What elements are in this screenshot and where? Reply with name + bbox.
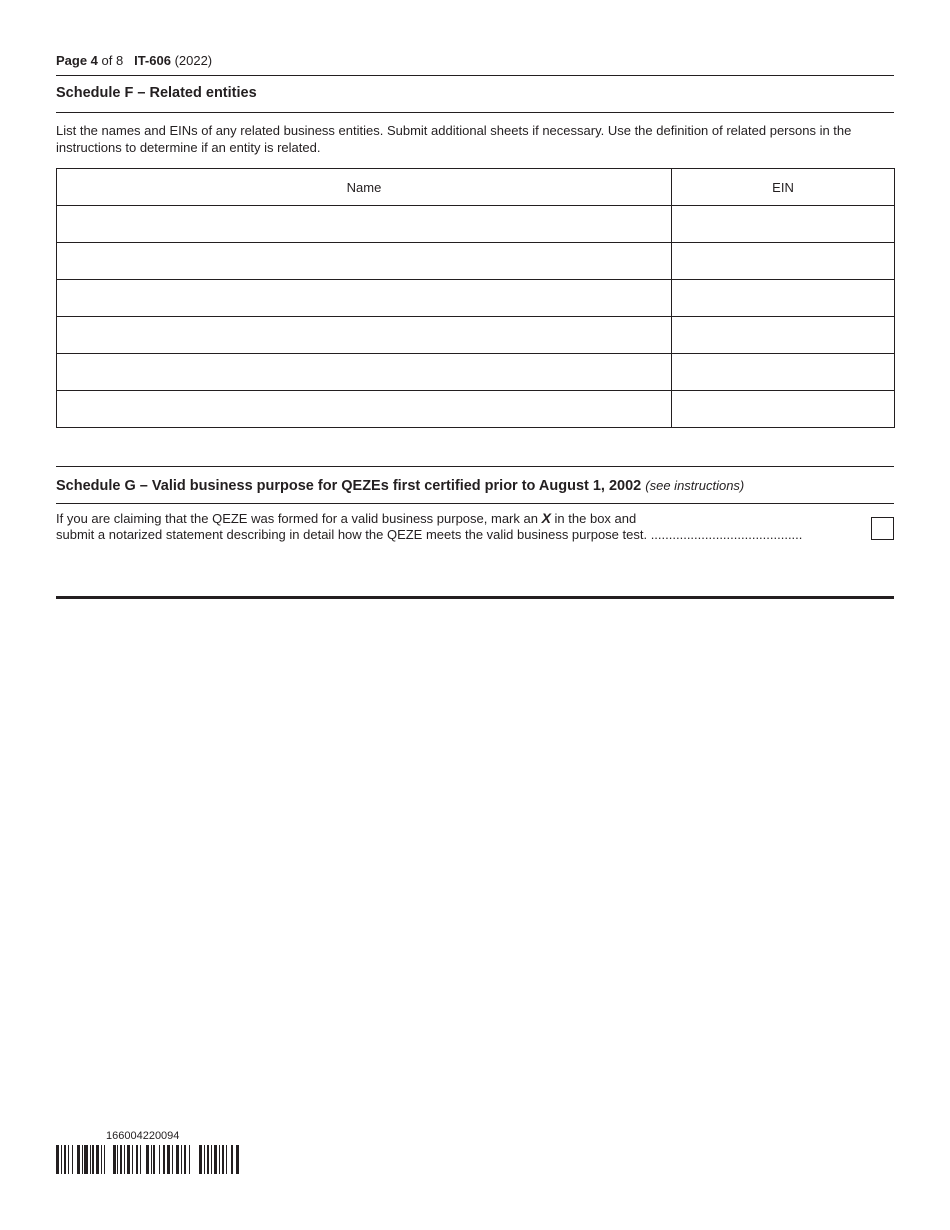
ein-field[interactable]	[672, 391, 895, 428]
table-header-row	[57, 169, 895, 206]
name-field[interactable]	[57, 391, 672, 428]
schedule-g-title-text: Schedule G – Valid business purpose for QEZEs first certified prior to August 1, 2002	[56, 478, 642, 494]
schedule-f-instructions: List the names and EINs of any related business entities. Submit additional sheets if necessary. Use the definition of related persons in the instructions to determine if an entity is related.	[56, 123, 852, 155]
column-header-ein: EIN	[672, 169, 895, 206]
table-row	[57, 391, 895, 428]
name-field[interactable]	[57, 354, 672, 391]
ein-field[interactable]	[672, 243, 895, 280]
barcode	[56, 1145, 239, 1174]
valid-purpose-line2: submit a notarized statement describing in detail how the QEZE meets the valid business purpose test. ..........................................	[56, 527, 803, 542]
table-row	[57, 243, 895, 280]
ein-field[interactable]	[672, 317, 895, 354]
name-field[interactable]	[57, 206, 672, 243]
valid-purpose-checkbox[interactable]	[871, 517, 894, 540]
table-row	[57, 317, 895, 354]
schedule-g-top-rule	[56, 466, 894, 467]
table-row	[57, 280, 895, 317]
name-field[interactable]	[57, 317, 672, 354]
table-row	[57, 206, 895, 243]
page-label: Page 4	[56, 53, 98, 68]
schedule-g-rule	[56, 503, 894, 504]
valid-purpose-line1b: in the box and	[554, 511, 637, 526]
table-row	[57, 354, 895, 391]
name-field[interactable]	[57, 280, 672, 317]
name-field[interactable]	[57, 243, 672, 280]
schedule-g-title	[56, 478, 744, 494]
column-header-name: Name	[57, 169, 672, 206]
form-year: (2022)	[174, 53, 213, 68]
page-of: of 8	[101, 53, 124, 68]
ein-field[interactable]	[672, 280, 895, 317]
schedule-f-title: Schedule F – Related entities	[56, 85, 257, 101]
section-end-rule	[56, 596, 894, 599]
schedule-g-title-note: (see instructions)	[645, 478, 745, 493]
header-rule	[56, 75, 894, 76]
x-mark-label: X	[541, 510, 551, 526]
schedule-f-rule	[56, 112, 894, 113]
related-entities-table	[56, 168, 895, 428]
form-id: IT-606	[134, 53, 171, 68]
page-header	[56, 53, 212, 68]
valid-purpose-text	[56, 510, 866, 543]
ein-field[interactable]	[672, 206, 895, 243]
valid-purpose-line1a: If you are claiming that the QEZE was formed for a valid business purpose, mark an	[56, 511, 538, 526]
barcode-number: 166004220094	[106, 1130, 180, 1142]
ein-field[interactable]	[672, 354, 895, 391]
